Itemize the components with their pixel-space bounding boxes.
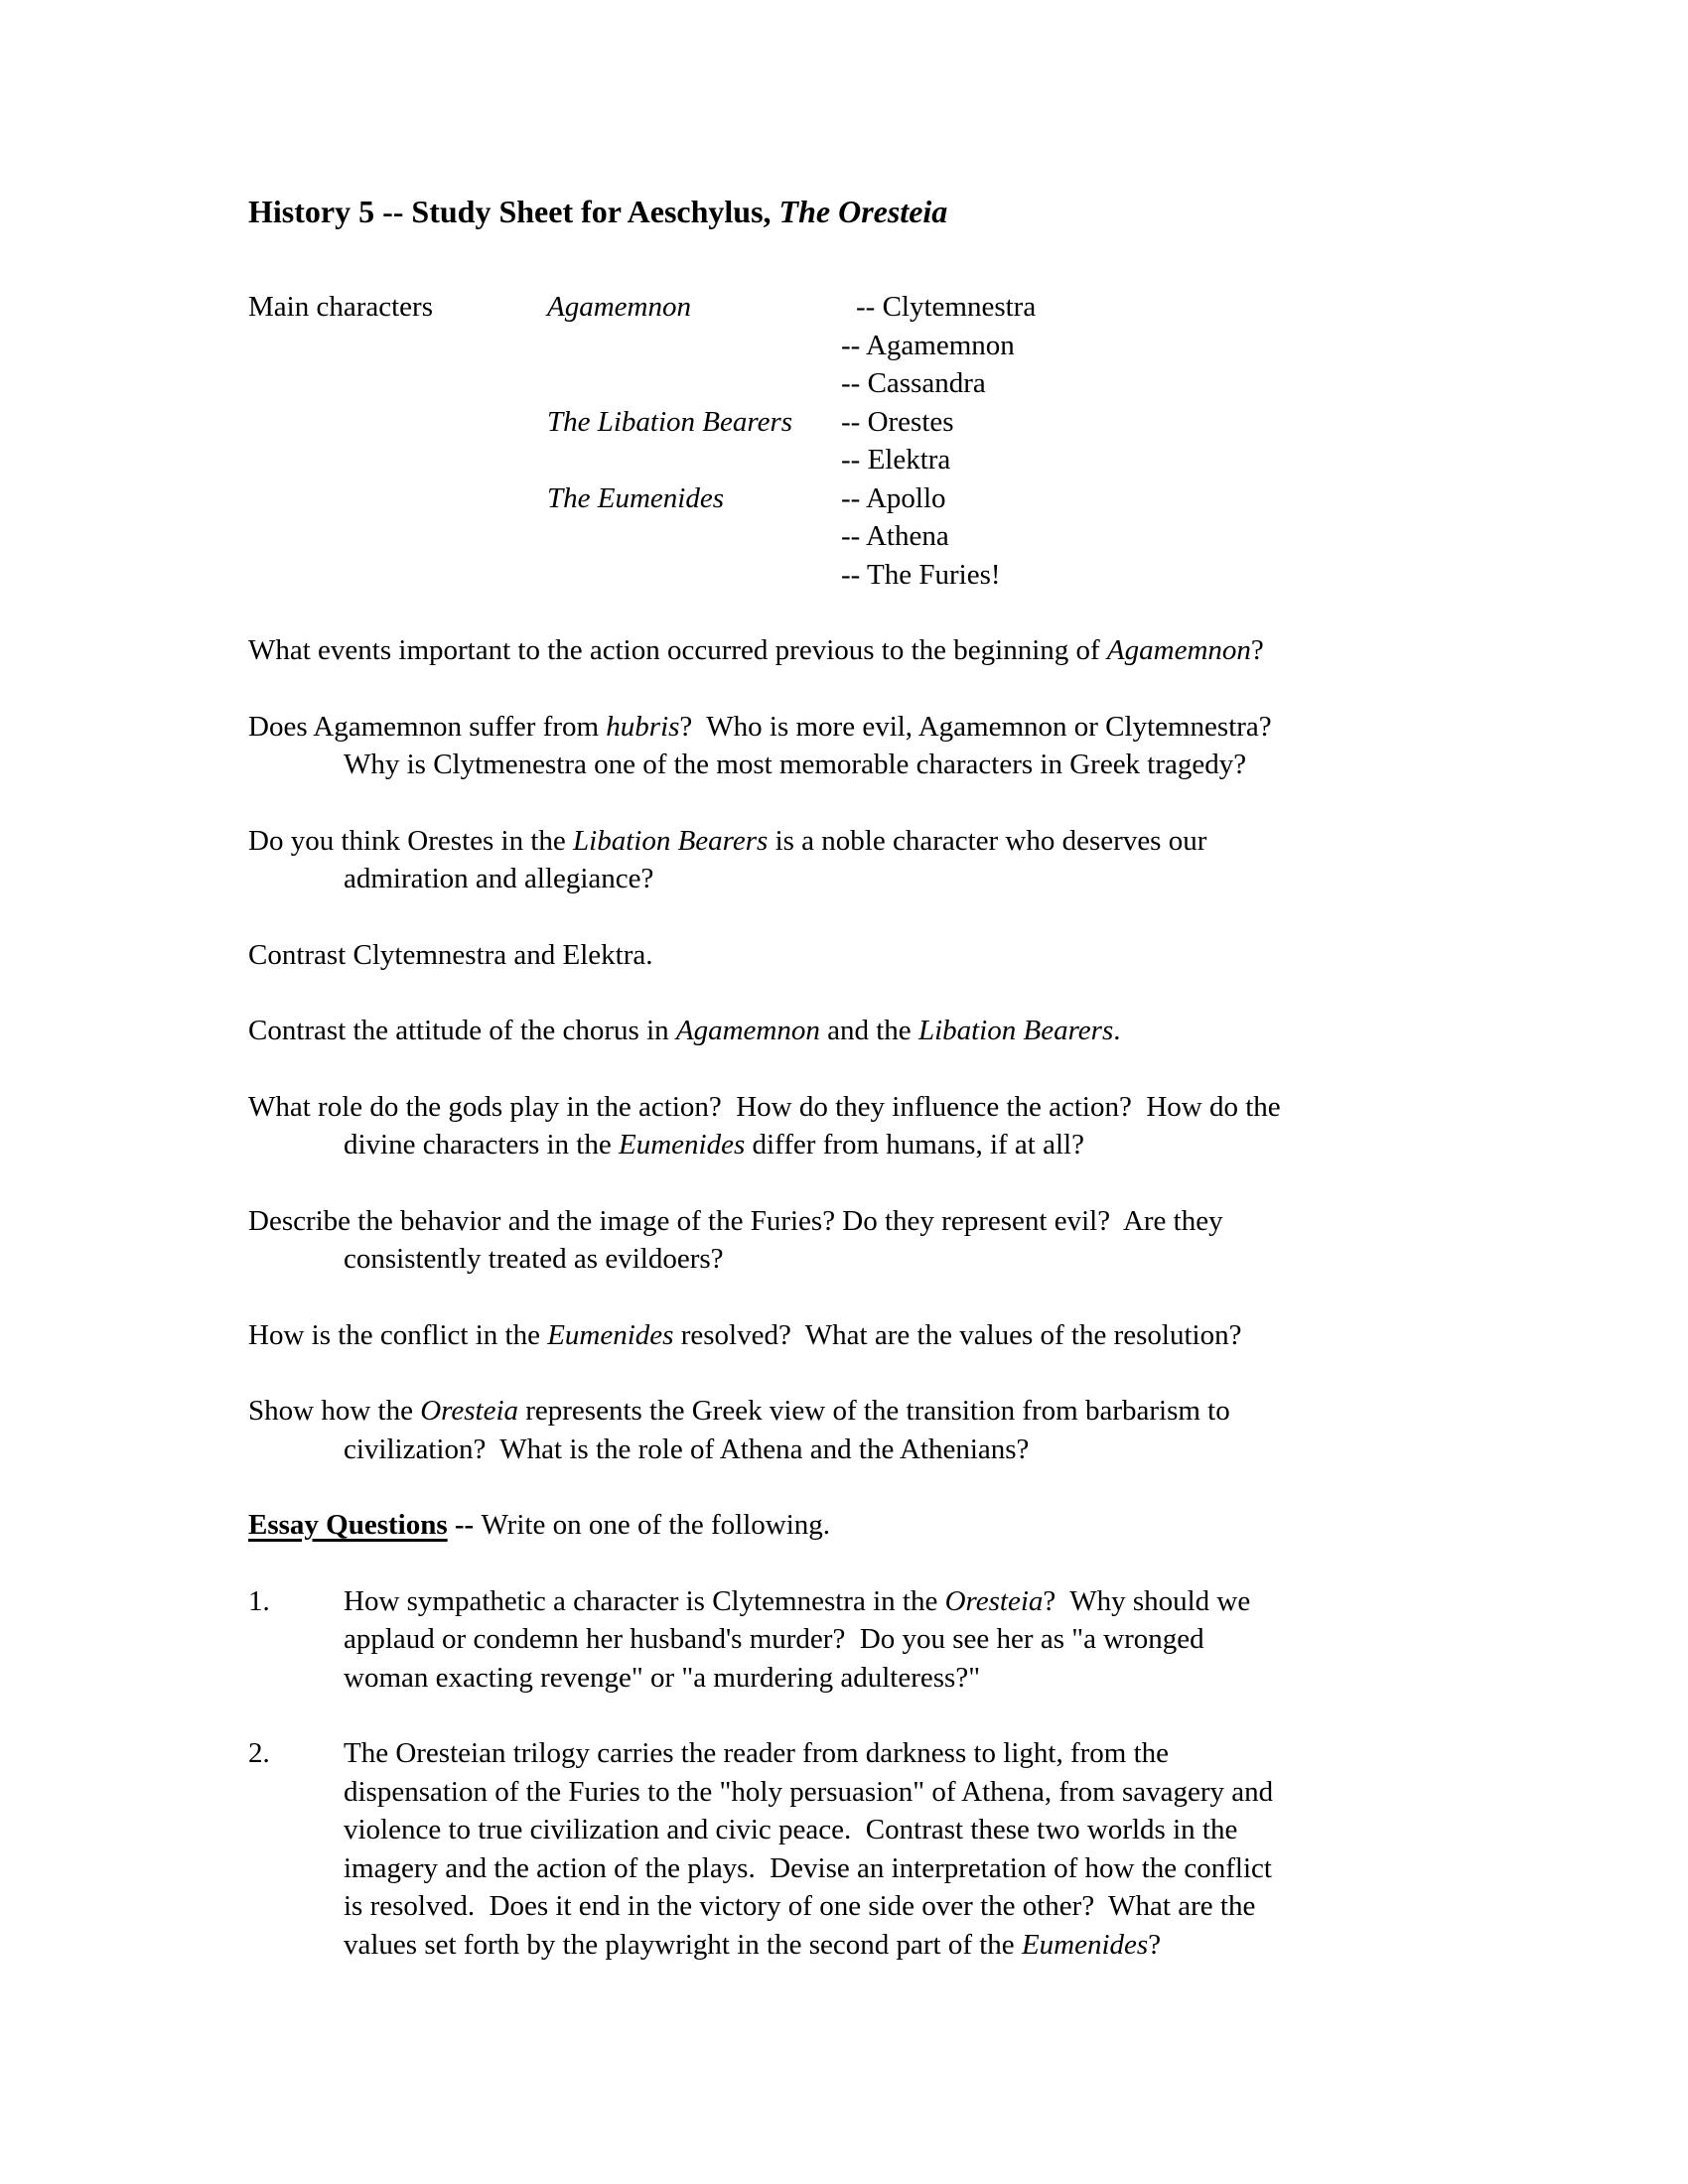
question-paragraph-1 [248, 631, 1489, 670]
question-text: resolved? What are the values of the resolution? [673, 1318, 1242, 1351]
work-title-italic: Eumenides [1021, 1928, 1149, 1961]
question-text: and the [819, 1015, 918, 1046]
essay-heading-label: Essay Questions [248, 1509, 448, 1541]
question-line [248, 860, 1489, 898]
characters-label-spacer [248, 479, 547, 518]
play-title [547, 327, 841, 365]
character-name: -- Cassandra [841, 367, 986, 399]
play-title: Agamemnon [547, 291, 691, 323]
item-text: woman exacting revenge" or "a murdering adulteress?" [344, 1661, 981, 1694]
work-title-italic: Eumenides [619, 1129, 746, 1160]
essay-heading-instruction: Write on one of the following. [481, 1509, 831, 1541]
question-text: What role do the gods play in the action? How do they influence the action? How do the [248, 1090, 1281, 1123]
question-line [248, 1316, 1489, 1355]
item-line [344, 1620, 1489, 1659]
item-text: How sympathetic a character is Clytemnestra in the [344, 1584, 945, 1617]
essay-item-2 [248, 1734, 1489, 1964]
character-name: -- Agamemnon [841, 329, 1015, 361]
question-line [248, 631, 1489, 670]
question-text: What events important to the action occurred previous to the beginning of [248, 634, 1107, 666]
term-italic: hubris [606, 710, 680, 743]
question-text: ? [1250, 634, 1264, 666]
play-title [547, 364, 841, 403]
characters-label-spacer [248, 517, 547, 556]
question-line [248, 1431, 1489, 1469]
question-line [248, 708, 1489, 747]
item-text: ? [1148, 1928, 1162, 1961]
item-line [344, 1734, 1489, 1773]
work-title-italic: Libation Bearers [573, 824, 769, 857]
question-line [248, 822, 1489, 861]
question-paragraph-2 [248, 708, 1489, 784]
characters-label-spacer [248, 327, 547, 365]
characters-row [248, 517, 1489, 556]
item-number: 1. [248, 1584, 270, 1617]
question-text: Contrast the attitude of the chorus in [248, 1015, 676, 1046]
item-text: ? Why should we [1043, 1584, 1251, 1617]
characters-row [248, 288, 1489, 327]
question-paragraph-8 [248, 1316, 1489, 1355]
item-line [344, 1582, 1489, 1621]
question-line [248, 1012, 1489, 1050]
characters-row [248, 403, 1489, 442]
question-text: is a noble character who deserves our [768, 824, 1207, 857]
item-text: applaud or condemn her husband's murder? Do you see her as "a wronged [344, 1623, 1204, 1655]
work-title-italic: Libation Bearers [917, 1015, 1114, 1046]
item-line [344, 1887, 1489, 1926]
title-work-italic: The Oresteia [778, 194, 948, 229]
question-text: ? Who is more evil, Agamemnon or Clytemnestra? [679, 710, 1272, 743]
question-text: consistently treated as evildoers? [344, 1243, 724, 1275]
character-name: -- Elektra [841, 444, 951, 476]
question-text: Show how the [248, 1395, 421, 1427]
question-paragraph-6 [248, 1088, 1489, 1164]
item-body [344, 1582, 1489, 1698]
question-text: . [1113, 1015, 1121, 1046]
characters-row [248, 327, 1489, 365]
characters-row [248, 364, 1489, 403]
work-title-italic: Oresteia [420, 1395, 518, 1427]
item-line [344, 1773, 1489, 1812]
question-line [248, 746, 1489, 784]
item-text: violence to true civilization and civic peace. Contrast these two worlds in the [344, 1814, 1238, 1845]
character-name: -- The Furies! [841, 558, 1001, 591]
characters-row [248, 441, 1489, 479]
character-name: -- Orestes [841, 405, 954, 438]
essay-questions-heading [248, 1506, 1489, 1545]
play-title: The Eumenides [547, 481, 724, 514]
characters-table [248, 288, 1489, 594]
question-line [248, 1202, 1489, 1241]
work-title-italic: Agamemnon [1106, 634, 1251, 666]
characters-label-spacer [248, 364, 547, 403]
question-text: differ from humans, if at all? [745, 1129, 1084, 1160]
characters-label-spacer [248, 556, 547, 595]
question-paragraph-7 [248, 1202, 1489, 1279]
characters-label: Main characters [248, 291, 433, 323]
character-name: -- Clytemnestra [856, 291, 1037, 323]
characters-label-spacer [248, 441, 547, 479]
item-text: values set forth by the playwright in the second part of the [344, 1928, 1022, 1961]
play-title [547, 556, 841, 595]
question-text: admiration and allegiance? [344, 863, 654, 894]
characters-label-spacer [248, 403, 547, 442]
document-title [248, 191, 1489, 232]
play-title [547, 517, 841, 556]
characters-row [248, 556, 1489, 595]
work-title-italic: Eumenides [547, 1318, 674, 1351]
question-line [248, 1126, 1489, 1164]
item-line [344, 1849, 1489, 1888]
question-text: Why is Clytmenestra one of the most memorable characters in Greek tragedy? [344, 749, 1247, 780]
question-text: civilization? What is the role of Athena and the Athenians? [344, 1433, 1030, 1465]
question-text: represents the Greek view of the transition from barbarism to [518, 1395, 1230, 1427]
question-paragraph-5 [248, 1012, 1489, 1050]
question-line [248, 936, 1489, 975]
item-body [344, 1734, 1489, 1964]
item-text: is resolved. Does it end in the victory of one side over the other? What are the [344, 1890, 1256, 1922]
item-line [344, 1926, 1489, 1965]
question-text: Describe the behavior and the image of the Furies? Do they represent evil? Are they [248, 1204, 1223, 1237]
item-text: The Oresteian trilogy carries the reader from darkness to light, from the [344, 1737, 1170, 1769]
item-text: dispensation of the Furies to the "holy persuasion" of Athena, from savagery and [344, 1775, 1274, 1808]
question-text: Does Agamemnon suffer from [248, 710, 607, 743]
play-title [547, 441, 841, 479]
essay-heading-separator: -- [447, 1509, 482, 1541]
question-line [248, 1088, 1489, 1127]
character-name: -- Apollo [841, 481, 946, 514]
question-paragraph-3 [248, 822, 1489, 898]
title-text: History 5 -- Study Sheet for Aeschylus, [248, 194, 779, 229]
question-paragraph-4 [248, 936, 1489, 975]
item-line [344, 1811, 1489, 1849]
work-title-italic: Agamemnon [675, 1015, 820, 1046]
question-line [248, 1240, 1489, 1279]
question-paragraph-9 [248, 1392, 1489, 1468]
question-text: divine characters in the [344, 1129, 619, 1160]
question-text: Contrast Clytemnestra and Elektra. [248, 938, 653, 971]
item-number: 2. [248, 1737, 270, 1769]
question-line [248, 1392, 1489, 1431]
characters-row [248, 479, 1489, 518]
play-title: The Libation Bearers [547, 405, 793, 438]
item-text: imagery and the action of the plays. Devise an interpretation of how the conflict [344, 1851, 1272, 1884]
question-text: Do you think Orestes in the [248, 824, 574, 857]
essay-item-1 [248, 1582, 1489, 1698]
character-name: -- Athena [841, 520, 949, 552]
question-text: How is the conflict in the [248, 1318, 548, 1351]
item-line [344, 1659, 1489, 1698]
work-title-italic: Oresteia [944, 1584, 1044, 1617]
